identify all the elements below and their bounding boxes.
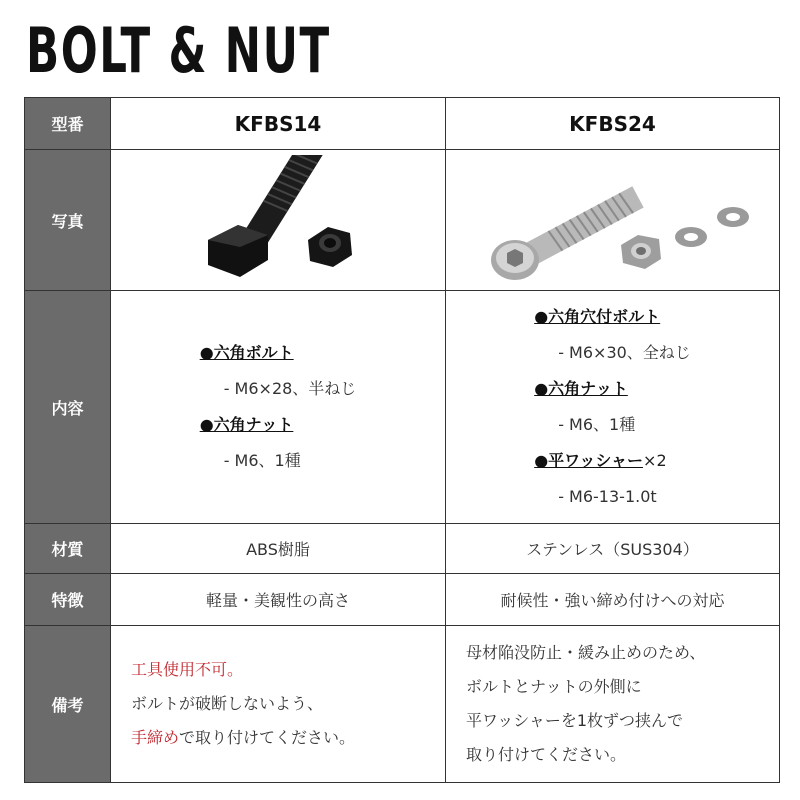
item-flat-washer-detail: - M6-13-1.0t [558,487,657,506]
header-contents: 内容 [25,291,111,524]
remarks-kfbs14 [111,626,446,783]
remark-line: ボルトとナットの外側に [466,677,642,696]
list-item [534,443,691,479]
item-hex-nut: ●六角ナット [199,415,294,434]
list-item [534,371,691,407]
header-remarks: 備考 [25,626,111,783]
remark-line: 母材陥没防止・緩み止めのため、 [466,643,706,662]
row-model [25,98,780,150]
remark-line: 取り付けてください。 [466,745,627,764]
list-item [200,335,357,371]
item-socket-bolt: ●六角穴付ボルト [534,307,661,326]
remark-line [131,721,425,755]
remark-warning: 工具使用不可。 [131,660,244,679]
header-photo: 写真 [25,150,111,291]
header-features: 特徴 [25,574,111,626]
contents-kfbs24 [446,291,780,524]
header-model: 型番 [25,98,111,150]
list-item [200,407,357,443]
remark-line: 平ワッシャーを1枚ずつ挟んで [466,711,684,730]
item-flat-washer-qty: ×2 [643,451,667,470]
remarks-kfbs24 [446,626,780,783]
photo-kfbs14 [111,150,446,291]
page-title: BOLT & NUT [26,14,331,87]
header-material: 材質 [25,524,111,574]
spec-table [24,97,780,783]
item-hex-nut-detail: - M6、1種 [223,451,301,470]
material-kfbs14: ABS樹脂 [111,524,446,574]
black-bolt-nut-image [178,155,378,285]
item-hex-bolt: ●六角ボルト [199,343,294,362]
photo-kfbs24 [446,150,780,291]
row-material [25,524,780,574]
row-photo [25,150,780,291]
item-hex-bolt-detail: - M6×28、半ねじ [223,379,357,398]
item-socket-bolt-detail: - M6×30、全ねじ [558,343,691,362]
contents-kfbs14 [111,291,446,524]
remark-line-rest: で取り付けてください。 [179,728,356,747]
remark-hand-tighten: 手締め [131,728,180,747]
stainless-bolt-nut-washer-image [463,155,763,285]
model-kfbs14: KFBS14 [111,98,446,150]
row-features [25,574,780,626]
item-hex-nut: ●六角ナット [534,379,628,398]
remark-line: ボルトが破断しないよう、 [131,694,324,713]
material-kfbs24: ステンレス（SUS304） [446,524,780,574]
item-hex-nut-detail: - M6、1種 [558,415,636,434]
item-flat-washer: ●平ワッシャー [534,451,644,470]
list-item [534,299,691,335]
features-kfbs24: 耐候性・強い締め付けへの対応 [446,574,780,626]
row-remarks [25,626,780,783]
row-contents [25,291,780,524]
model-kfbs24: KFBS24 [446,98,780,150]
features-kfbs14: 軽量・美観性の高さ [111,574,446,626]
